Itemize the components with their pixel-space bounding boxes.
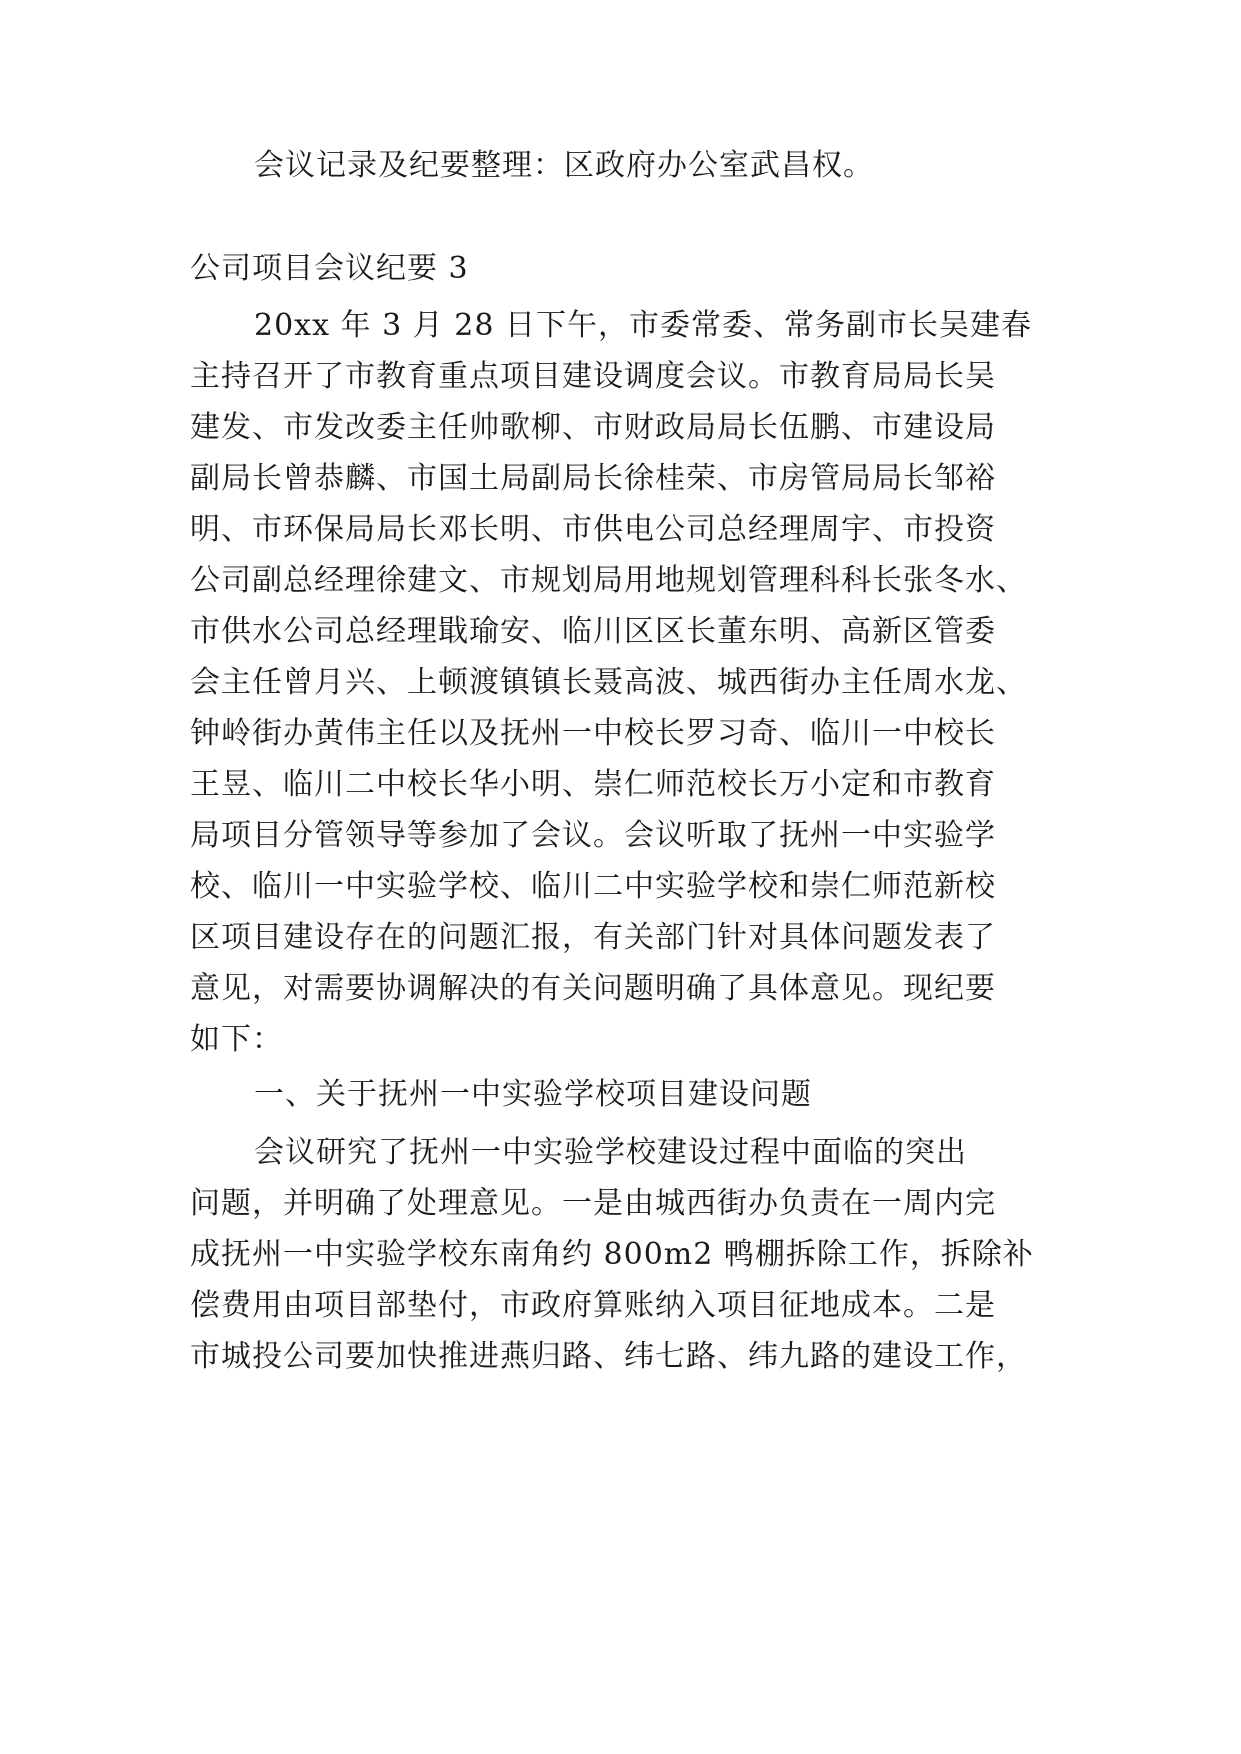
recorder-line: 会议记录及纪要整理：区政府办公室武昌权。 bbox=[254, 148, 874, 183]
paragraph-line: 成抚州一中实验学校东南角约 800m2 鸭棚拆除工作，拆除补 bbox=[190, 1237, 1034, 1272]
paragraph-line: 明、市环保局局长邓长明、市供电公司总经理周宇、市投资 bbox=[190, 512, 996, 547]
section-heading: 一、关于抚州一中实验学校项目建设问题 bbox=[254, 1077, 812, 1112]
paragraph-line: 钟岭街办黄伟主任以及抚州一中校长罗习奇、临川一中校长 bbox=[190, 716, 996, 751]
paragraph-line: 局项目分管领导等参加了会议。会议听取了抚州一中实验学 bbox=[190, 818, 996, 853]
paragraph-line: 公司副总经理徐建文、市规划局用地规划管理科科长张冬水、 bbox=[190, 563, 1027, 598]
paragraph-line: 王昱、临川二中校长华小明、崇仁师范校长万小定和市教育 bbox=[190, 767, 996, 802]
paragraph-line: 20xx 年 3 月 28 日下午，市委常委、常务副市长吴建春 bbox=[254, 308, 1032, 343]
paragraph-line: 如下： bbox=[190, 1022, 283, 1057]
paragraph-line: 校、临川一中实验学校、临川二中实验学校和崇仁师范新校 bbox=[190, 869, 996, 904]
paragraph-line: 市供水公司总经理戢瑜安、临川区区长董东明、高新区管委 bbox=[190, 614, 996, 649]
paragraph-line: 会主任曾月兴、上顿渡镇镇长聂高波、城西街办主任周水龙、 bbox=[190, 665, 1027, 700]
section-title: 公司项目会议纪要 3 bbox=[190, 251, 469, 286]
paragraph-line: 市城投公司要加快推进燕归路、纬七路、纬九路的建设工作， bbox=[190, 1339, 1027, 1374]
paragraph-line: 会议研究了抚州一中实验学校建设过程中面临的突出 bbox=[254, 1135, 967, 1170]
paragraph-line: 区项目建设存在的问题汇报，有关部门针对具体问题发表了 bbox=[190, 920, 996, 955]
paragraph-line: 偿费用由项目部垫付，市政府算账纳入项目征地成本。二是 bbox=[190, 1288, 996, 1323]
paragraph-line: 建发、市发改委主任帅歌柳、市财政局局长伍鹏、市建设局 bbox=[190, 410, 996, 445]
paragraph-line: 副局长曾恭麟、市国土局副局长徐桂荣、市房管局局长邹裕 bbox=[190, 461, 996, 496]
paragraph-line: 意见，对需要协调解决的有关问题明确了具体意见。现纪要 bbox=[190, 971, 996, 1006]
paragraph-line: 主持召开了市教育重点项目建设调度会议。市教育局局长吴 bbox=[190, 359, 996, 394]
paragraph-line: 问题，并明确了处理意见。一是由城西街办负责在一周内完 bbox=[190, 1186, 996, 1221]
